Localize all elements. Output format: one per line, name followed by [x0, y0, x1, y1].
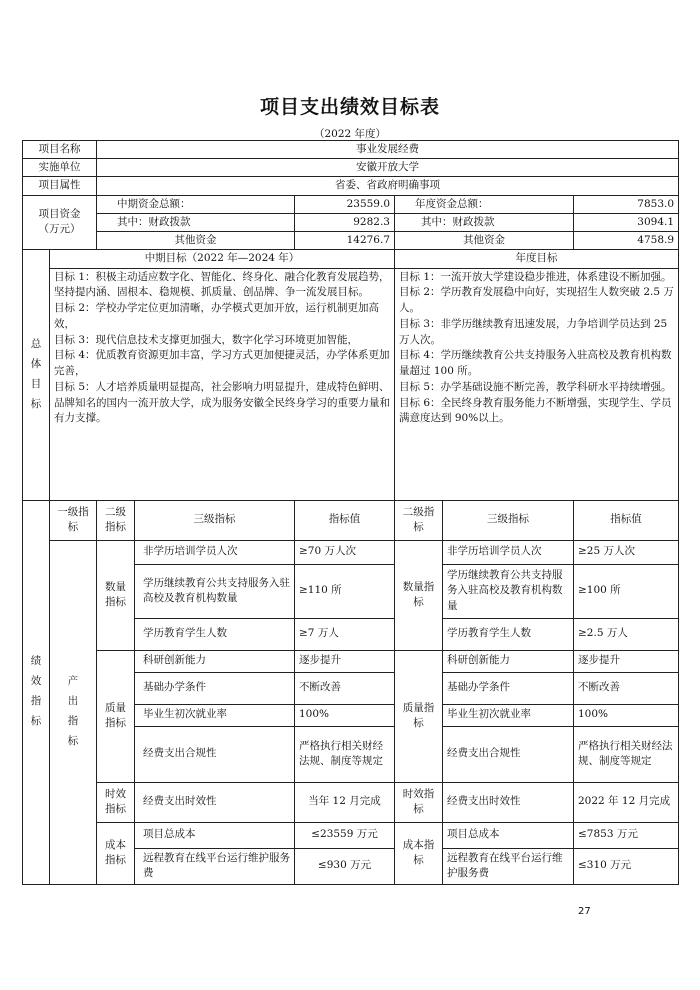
- mid-total-label: 中期资金总额：: [97, 195, 295, 213]
- indicator-name: 经费支出合规性: [443, 726, 574, 782]
- mid-other-value: 14276.7: [295, 232, 395, 250]
- indicator-name: 学历继续教育公共支持服务入驻高校及教育机构数量: [135, 564, 295, 618]
- mid-total-value: 23559.0: [295, 195, 395, 213]
- indicator-value: 逐步提升: [574, 650, 679, 672]
- indicator-label-char: 标: [30, 714, 42, 727]
- row-attribute: [23, 177, 679, 195]
- overall-label: [23, 250, 50, 500]
- indicator-value: 不断改善: [574, 672, 679, 704]
- indicator-name: 基础办学条件: [443, 672, 574, 704]
- unit-value: 安徽开放大学: [97, 159, 679, 177]
- indicator-value: ≤7853 万元: [574, 822, 679, 848]
- indicator-value: 当年 12 月完成: [295, 782, 395, 822]
- indicator-value: 严格执行相关财经法规、制度等规定: [295, 726, 395, 782]
- table-row: [23, 540, 679, 564]
- indicator-name: 项目总成本: [135, 822, 295, 848]
- funds-label: [23, 195, 97, 250]
- indicator-name: 非学历培训学员人次: [135, 540, 295, 564]
- output-label-char: 标: [67, 734, 79, 747]
- indicator-value: 逐步提升: [295, 650, 395, 672]
- mid-fiscal-label: 其中：财政拨款: [97, 213, 295, 231]
- indicator-name: 经费支出合规性: [135, 726, 295, 782]
- indicator-name: 毕业生初次就业率: [135, 704, 295, 726]
- year-goal-item: 目标 3：非学历继续教育迅速发展，力争培训学员达到 25 万人次。: [399, 317, 668, 346]
- overall-label-char: 体: [30, 357, 42, 370]
- indicator-value: ≤310 万元: [574, 848, 679, 884]
- indicator-name: 学历继续教育公共支持服务入驻高校及教育机构数量: [443, 564, 574, 618]
- year-other-value: 4758.9: [574, 232, 679, 250]
- mid-goals: [50, 268, 395, 500]
- cost-indicator-label: 成本指标: [97, 822, 135, 884]
- indicator-name: 科研创新能力: [443, 650, 574, 672]
- year-goal-item: 目标 2：学历教育发展稳中向好，实现招生人数突破 2.5 万人。: [399, 286, 674, 315]
- indicator-name: 经费支出时效性: [443, 782, 574, 822]
- header-value-year: 指标值: [574, 500, 679, 540]
- indicator-name: 非学历培训学员人次: [443, 540, 574, 564]
- indicator-label-char: 绩: [30, 655, 42, 668]
- overall-label-char: 目: [30, 377, 42, 390]
- indicator-name: 项目总成本: [443, 822, 574, 848]
- indicator-value: ≥7 万人: [295, 618, 395, 650]
- indicator-value: 100%: [295, 704, 395, 726]
- project-name-label: 项目名称: [23, 141, 97, 159]
- indicator-value: ≤23559 万元: [295, 822, 395, 848]
- indicator-name: 学历教育学生人数: [135, 618, 295, 650]
- row-indicator-header: [23, 500, 679, 540]
- mid-goal-item: 目标 1：积极主动适应数字化、智能化、终身化、融合化教育发展趋势，坚持提内涵、固根本、稳规模、抓质量、创品牌、争一流发展目标。: [54, 270, 390, 299]
- header-level3-year: 三级指标: [443, 500, 574, 540]
- indicator-label-char: 效: [30, 675, 42, 688]
- performance-indicator-label: [23, 500, 50, 884]
- unit-label: 实施单位: [23, 159, 97, 177]
- mid-goal-item: 目标 3：现代信息技术支撑更加强大，数字化学习环境更加智能，: [54, 333, 359, 346]
- row-funds-fiscal: [23, 213, 679, 231]
- table-row: [23, 782, 679, 822]
- indicator-value: 100%: [574, 704, 679, 726]
- header-level2: 二级指标: [97, 500, 135, 540]
- output-label-char: 指: [67, 715, 79, 728]
- row-overall-goals: [23, 268, 679, 500]
- year-goal-header: 年度目标: [395, 250, 679, 268]
- funds-label-line2: （万元）: [38, 223, 81, 236]
- output-indicator-label: [50, 540, 97, 884]
- page-title: 项目支出绩效目标表: [259, 96, 440, 118]
- year-goal-item: 目标 1：一流开放大学建设稳步推进，体系建设不断加强。: [399, 270, 672, 283]
- output-label-char: 出: [67, 695, 79, 708]
- indicator-name: 学历教育学生人数: [443, 618, 574, 650]
- year-goal-item: 目标 6：全民终身教育服务能力不断增强，实现学生、学员满意度达到 90%以上。: [399, 396, 672, 425]
- mid-other-label: 其他资金: [97, 232, 295, 250]
- mid-goal-item: 目标 4：优质教育资源更加丰富，学习方式更加便捷灵活，办学体系更加完善，: [54, 349, 390, 378]
- row-project-name: [23, 141, 679, 159]
- indicator-value: ≤930 万元: [295, 848, 395, 884]
- quality-indicator-label-year: 质量指标: [395, 650, 443, 782]
- table-row: [23, 650, 679, 672]
- indicator-label-char: 指: [30, 695, 42, 708]
- mid-goal-item: 目标 2：学校办学定位更加清晰，办学模式更加开放，运行机制更加高效，: [54, 302, 380, 330]
- header-level3: 三级指标: [135, 500, 295, 540]
- quality-indicator-label: 质量指标: [97, 650, 135, 782]
- mid-fiscal-value: 9282.3: [295, 213, 395, 231]
- row-funds-other: [23, 232, 679, 250]
- indicator-value: ≥110 所: [295, 564, 395, 618]
- funds-label-line1: 项目资金: [38, 208, 81, 221]
- row-overall-header: [23, 250, 679, 268]
- indicator-name: 远程教育在线平台运行维护服务费: [135, 848, 295, 884]
- output-label-char: 产: [67, 675, 79, 688]
- row-funds-total: [23, 195, 679, 213]
- indicator-value: ≥2.5 万人: [574, 618, 679, 650]
- row-unit: [23, 159, 679, 177]
- indicator-value: ≥70 万人次: [295, 540, 395, 564]
- indicator-value: ≥25 万人次: [574, 540, 679, 564]
- quantity-indicator-label-year: 数量指标: [395, 540, 443, 650]
- attribute-label: 项目属性: [23, 177, 97, 195]
- indicator-name: 科研创新能力: [135, 650, 295, 672]
- indicator-value: ≥100 所: [574, 564, 679, 618]
- performance-table: [22, 140, 679, 885]
- year-goal-item: 目标 5：办学基础设施不断完善，教学科研水平持续增强。: [399, 380, 672, 393]
- year-other-label: 其他资金: [395, 232, 574, 250]
- project-name-value: 事业发展经费: [97, 141, 679, 159]
- year-fiscal-value: 3094.1: [574, 213, 679, 231]
- attribute-value: 省委、省政府明确事项: [97, 177, 679, 195]
- overall-label-char: 标: [30, 397, 42, 410]
- page-number: 27: [578, 906, 591, 917]
- header-value: 指标值: [295, 500, 395, 540]
- indicator-name: 远程教育在线平台运行维护服务费: [443, 848, 574, 884]
- table-row: [23, 822, 679, 848]
- mid-goal-header: 中期目标（2022 年—2024 年）: [50, 250, 395, 268]
- mid-goal-item: 目标 5：人才培养质量明显提高，社会影响力明显提升，建成特色鲜明、品牌知名的国内一流开放大学，成为服务安徽全民终身学习的重要力量和有力支撑。: [54, 380, 390, 425]
- overall-label-char: 总: [30, 338, 42, 351]
- indicator-name: 毕业生初次就业率: [443, 704, 574, 726]
- timeliness-indicator-label: 时效指标: [97, 782, 135, 822]
- timeliness-indicator-label-year: 时效指标: [395, 782, 443, 822]
- header-level2-year: 二级指标: [395, 500, 443, 540]
- year-goals: [395, 268, 679, 500]
- year-total-label: 年度资金总额：: [395, 195, 574, 213]
- cost-indicator-label-year: 成本指标: [395, 822, 443, 884]
- header-level1: 一级指标: [50, 500, 97, 540]
- year-label: （2022 年度）: [313, 128, 387, 140]
- quantity-indicator-label: 数量指标: [97, 540, 135, 650]
- indicator-name: 经费支出时效性: [135, 782, 295, 822]
- year-fiscal-label: 其中：财政拨款: [395, 213, 574, 231]
- indicator-value: 2022 年 12 月完成: [574, 782, 679, 822]
- indicator-value: 严格执行相关财经法规、制度等规定: [574, 726, 679, 782]
- indicator-value: 不断改善: [295, 672, 395, 704]
- year-goal-item: 目标 4：学历继续教育公共支持服务入驻高校及教育机构数量超过 100 所。: [399, 349, 672, 378]
- indicator-name: 基础办学条件: [135, 672, 295, 704]
- year-total-value: 7853.0: [574, 195, 679, 213]
